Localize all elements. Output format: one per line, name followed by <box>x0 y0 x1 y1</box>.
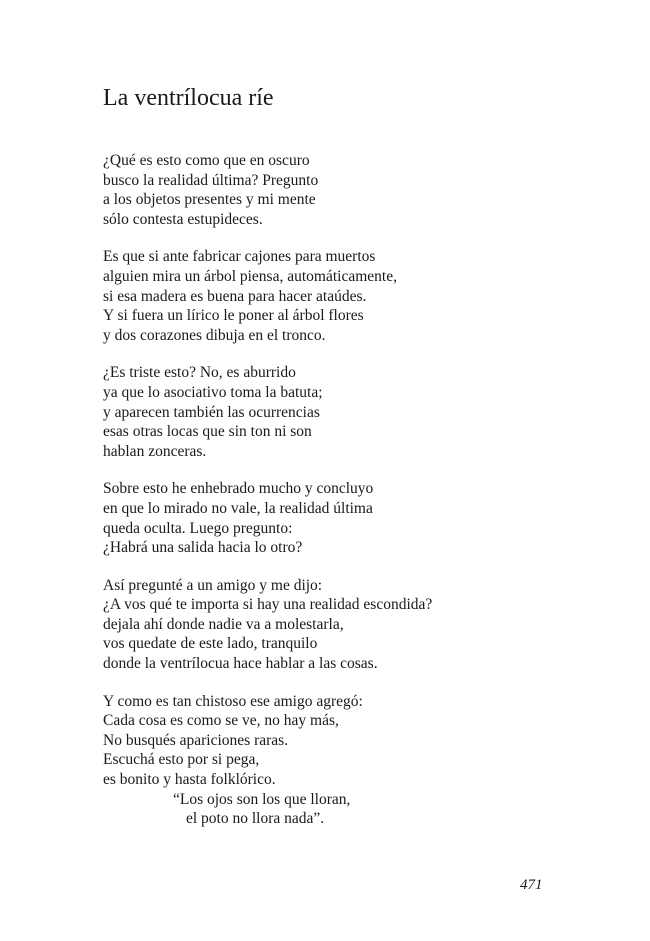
poem-line: alguien mira un árbol piensa, automáticamente, <box>103 267 397 285</box>
poem-line: hablan zonceras. <box>103 442 207 460</box>
poem-line: Y si fuera un lírico le poner al árbol flores <box>103 307 364 325</box>
page-number: 471 <box>520 877 543 893</box>
poem-line: queda oculta. Luego pregunto: <box>103 519 293 537</box>
poem-line: ¿A vos qué te importa si hay una realidad escondida? <box>103 596 433 614</box>
stanza <box>103 479 563 557</box>
poem-line: Y como es tan chistoso ese amigo agregó: <box>103 692 363 710</box>
poem-body <box>103 151 563 847</box>
poem-line: sólo contesta estupideces. <box>103 210 263 228</box>
poem-line: dejala ahí donde nadie va a molestarla, <box>103 615 344 633</box>
stanza <box>103 151 563 229</box>
stanza <box>103 363 563 461</box>
poem-line: ¿Es triste esto? No, es aburrido <box>103 364 296 382</box>
poem-line: si esa madera es buena para hacer ataúdes. <box>103 287 367 305</box>
poem-line: Cada cosa es como se ve, no hay más, <box>103 712 339 730</box>
poem-line: y aparecen también las ocurrencias <box>103 403 320 421</box>
poem-line: ¿Qué es esto como que en oscuro <box>103 152 310 169</box>
poem-line: Así pregunté a un amigo y me dijo: <box>103 576 323 594</box>
poem-line: y dos corazones dibuja en el tronco. <box>103 326 326 344</box>
poem-line: esas otras locas que sin ton ni son <box>103 423 312 441</box>
quoted-verse-line: el poto no llora nada”. <box>186 810 325 828</box>
poem-line: en que lo mirado no vale, la realidad última <box>103 499 373 517</box>
poem-line: Sobre esto he enhebrado mucho y concluyo <box>103 480 374 498</box>
quoted-verse-line: “Los ojos son los que lloran, <box>173 790 351 808</box>
poem-line: donde la ventrílocua hace hablar a las cosas. <box>103 655 378 673</box>
poem-line: vos quedate de este lado, tranquilo <box>103 635 318 653</box>
poem-line: a los objetos presentes y mi mente <box>103 191 316 209</box>
poem-line: busco la realidad última? Pregunto <box>103 171 319 189</box>
stanza <box>103 576 563 674</box>
poem-line: Escuchá esto por si pega, <box>103 751 260 769</box>
poem-line: ¿Habrá una salida hacia lo otro? <box>103 539 303 557</box>
stanza <box>103 692 563 829</box>
stanza <box>103 247 563 345</box>
poem-title: La ventrílocua ríe <box>103 85 274 111</box>
poem-line: ya que lo asociativo toma la batuta; <box>103 383 323 401</box>
poem-line: Es que si ante fabricar cajones para muertos <box>103 248 376 266</box>
poem-line: es bonito y hasta folklórico. <box>103 771 276 789</box>
poem-line: No busqués apariciones raras. <box>103 731 289 749</box>
